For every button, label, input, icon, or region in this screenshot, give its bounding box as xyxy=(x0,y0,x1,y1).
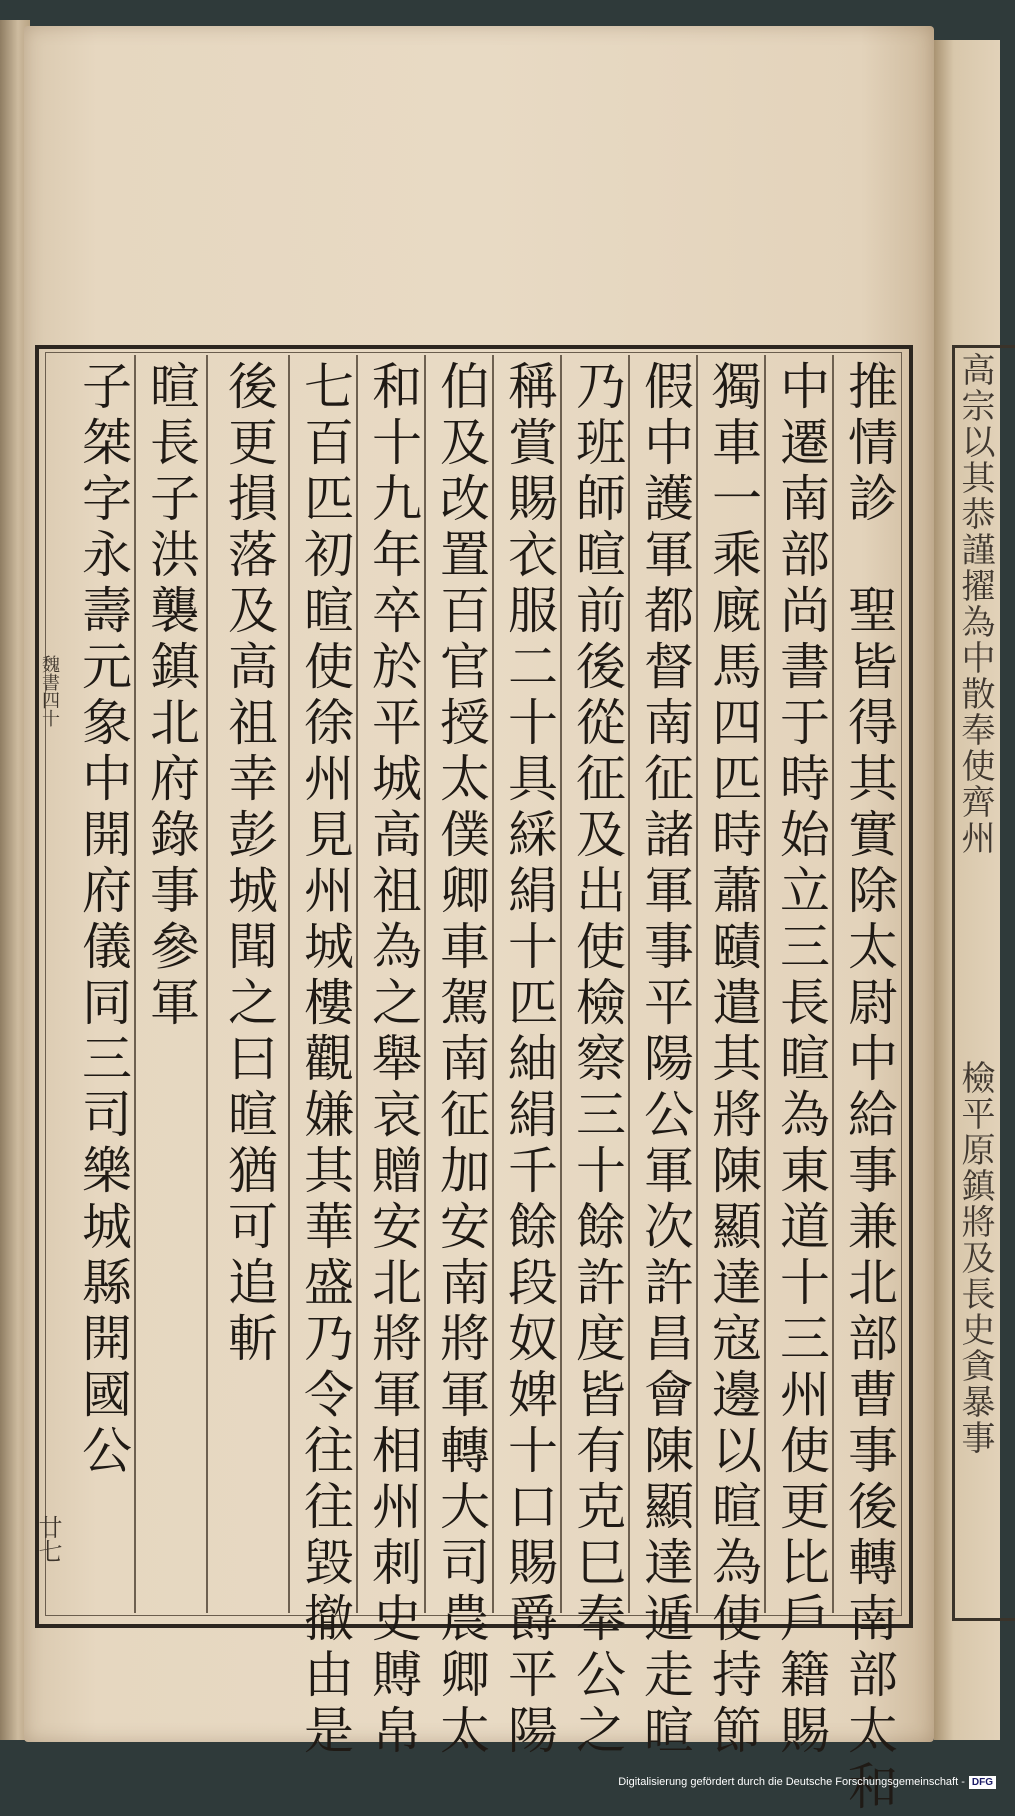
column-rule xyxy=(206,355,208,1613)
text-column-12: 子桀字永壽元象中開府儀同三司樂城縣開國公 xyxy=(74,360,132,1480)
text-column-6: 稱賞賜衣服二十具綵絹十匹紬絹千餘段奴婢十口賜爵平陽 xyxy=(500,360,558,1760)
text-column-2: 中遷南部尚書于時始立三長暄為東道十三州使更比戶籍賜 xyxy=(772,360,830,1760)
text-column-3: 獨車一乘廐馬四匹時蕭賾遣其將陳顯達寇邊以暄為使持節 xyxy=(704,360,762,1760)
text-column-11: 暄長子洪襲鎮北府錄事參軍 xyxy=(142,360,200,1032)
column-rule xyxy=(696,355,698,1613)
column-rule xyxy=(424,355,426,1613)
center-fold-label: 魏書四十 xyxy=(39,655,60,727)
text-column-7: 伯及改置百官授太僕卿車駕南征加安南將軍轉大司農卿太 xyxy=(432,360,490,1760)
next-page-column-2: 檢平原鎮將及長史貪暴事 xyxy=(955,1060,995,1456)
credit-text: Digitalisierung gefördert durch die Deutsche Forschungsgemeinschaft - xyxy=(618,1776,965,1788)
text-column-1: 推情診 聖皆得其實除太尉中給事兼北部曹事後轉南部太和 xyxy=(840,360,898,1816)
column-rule xyxy=(560,355,562,1613)
text-column-8: 和十九年卒於平城高祖為之舉哀贈安北將軍相州刺史賻帛 xyxy=(364,360,422,1760)
column-rule xyxy=(288,355,290,1613)
column-rule xyxy=(492,355,494,1613)
column-rule xyxy=(628,355,630,1613)
next-page-column-1: 高宗以其恭謹擢為中散奉使齊州 xyxy=(955,352,995,856)
text-column-4: 假中護軍都督南征諸軍事平陽公軍次許昌會陳顯達遁走暄 xyxy=(636,360,694,1760)
digitization-credit xyxy=(600,1773,996,1791)
dfg-logo: DFG xyxy=(969,1776,996,1789)
column-rule xyxy=(134,355,136,1613)
column-rule xyxy=(356,355,358,1613)
column-rule xyxy=(832,355,834,1613)
leaf-number: 廿七 xyxy=(34,1515,62,1563)
text-column-10: 後更損落及高祖幸彭城聞之曰暄猶可追斬 xyxy=(220,360,278,1368)
column-rule xyxy=(764,355,766,1613)
text-column-5: 乃班師暄前後從征及出使檢察三十餘許度皆有克巳奉公之 xyxy=(568,360,626,1760)
text-column-9: 七百匹初暄使徐州見州城樓觀嫌其華盛乃令往往毀撤由是 xyxy=(296,360,354,1760)
